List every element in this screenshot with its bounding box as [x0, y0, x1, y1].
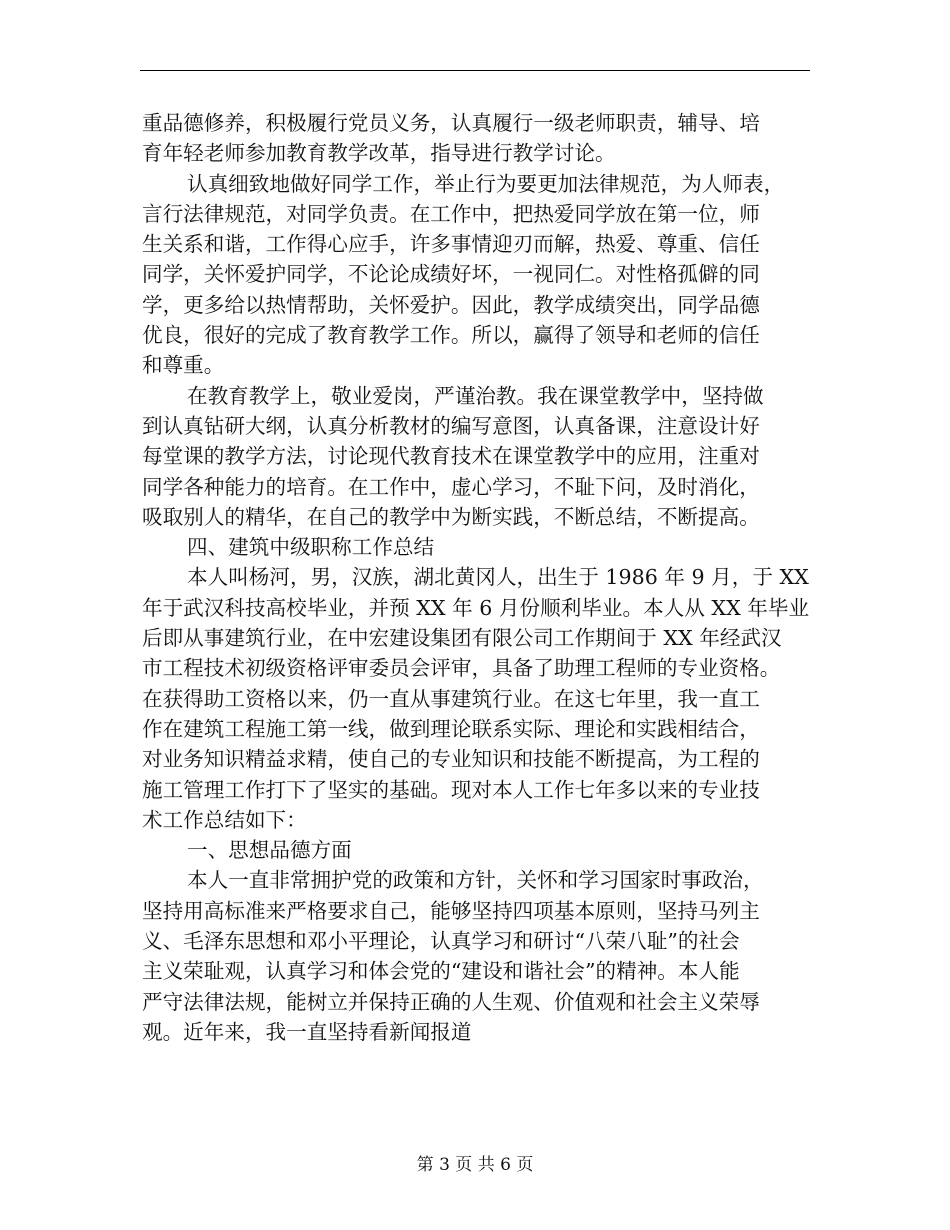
- text-line: 同学各种能力的培育。在工作中，虚心学习，不耻下问，及时消化，: [142, 474, 760, 499]
- text-line: 市工程技术初级资格评审委员会评审，具备了助理工程师的专业资格。: [142, 656, 781, 681]
- text-line: 每堂课的教学方法，讨论现代教育技术在课堂教学中的应用，注重对: [142, 444, 760, 469]
- text-line: 作在建筑工程施工第一线，做到理论联系实际、理论和实践相结合，: [142, 716, 760, 741]
- text-line: 生关系和谐，工作得心应手，许多事情迎刃而解，热爱、尊重、信任: [142, 232, 760, 257]
- text-line: 在获得助工资格以来，仍一直从事建筑行业。在这七年里，我一直工: [142, 686, 760, 711]
- text-line: 后即从事建筑行业，在中宏建设集团有限公司工作期间于 XX 年经武汉: [142, 626, 782, 651]
- text-line: 主义荣耻观，认真学习和体会党的“建设和谐社会”的精神。本人能: [142, 959, 740, 984]
- text-line: 同学，关怀爱护同学，不论论成绩好坏，一视同仁。对性格孤僻的同: [142, 262, 760, 287]
- text-line: 施工管理工作打下了坚实的基础。现对本人工作七年多以来的专业技: [142, 777, 760, 802]
- text-line: 坚持用高标准来严格要求自己，能够坚持四项基本原则，坚持马列主: [142, 898, 760, 923]
- paragraph-start: 本人叫杨河，男，汉族，湖北黄冈人，出生于 1986 年 9 月，于 XX: [187, 565, 809, 590]
- page-number-footer: 第 3 页 共 6 页: [416, 1155, 534, 1175]
- text-line: 严守法律法规，能树立并保持正确的人生观、价值观和社会主义荣辱: [142, 989, 760, 1014]
- header-rule: [140, 70, 810, 71]
- text-line: 育年轻老师参加教育教学改革，指导进行教学讨论。: [142, 141, 616, 166]
- paragraph-start: 认真细致地做好同学工作，举止行为要更加法律规范，为人师表，: [187, 171, 785, 196]
- text-line: 言行法律规范，对同学负责。在工作中，把热爱同学放在第一位，师: [142, 201, 760, 226]
- document-body: [142, 108, 808, 1047]
- text-line: 义、毛泽东思想和邓小平理论，认真学习和研讨“八荣八耻”的社会: [142, 929, 740, 954]
- text-line: 重品德修养，积极履行党员义务，认真履行一级老师职责，辅导、培: [142, 111, 760, 135]
- paragraph-start: 本人一直非常拥护党的政策和方针，关怀和学习国家时事政治，: [187, 868, 764, 893]
- text-line: 年于武汉科技高校毕业，并预 XX 年 6 月份顺利毕业。本人从 XX 年毕业: [142, 595, 810, 620]
- text-line: 吸取别人的精华，在自己的教学中为断实践，不断总结，不断提高。: [142, 504, 760, 529]
- text-line: 观。近年来，我一直坚持看新闻报道: [142, 1019, 472, 1044]
- text-line: 术工作总结如下：: [142, 807, 307, 832]
- section-heading: 四、建筑中级职称工作总结: [187, 535, 435, 560]
- text-line: 学，更多给以热情帮助，关怀爱护。因此，教学成绩突出，同学品德: [142, 292, 760, 317]
- text-line: 优良，很好的完成了教育教学工作。所以，赢得了领导和老师的信任: [142, 323, 760, 348]
- paragraph-start: 在教育教学上，敬业爱岗，严谨治教。我在课堂教学中，坚持做: [187, 383, 764, 408]
- text-line: 到认真钻研大纲，认真分析教材的编写意图，认真备课，注意设计好: [142, 413, 760, 438]
- text-line: 和尊重。: [142, 353, 225, 378]
- text-line: 对业务知识精益求精，使自己的专业知识和技能不断提高，为工程的: [142, 747, 760, 772]
- section-heading: 一、思想品德方面: [187, 838, 352, 863]
